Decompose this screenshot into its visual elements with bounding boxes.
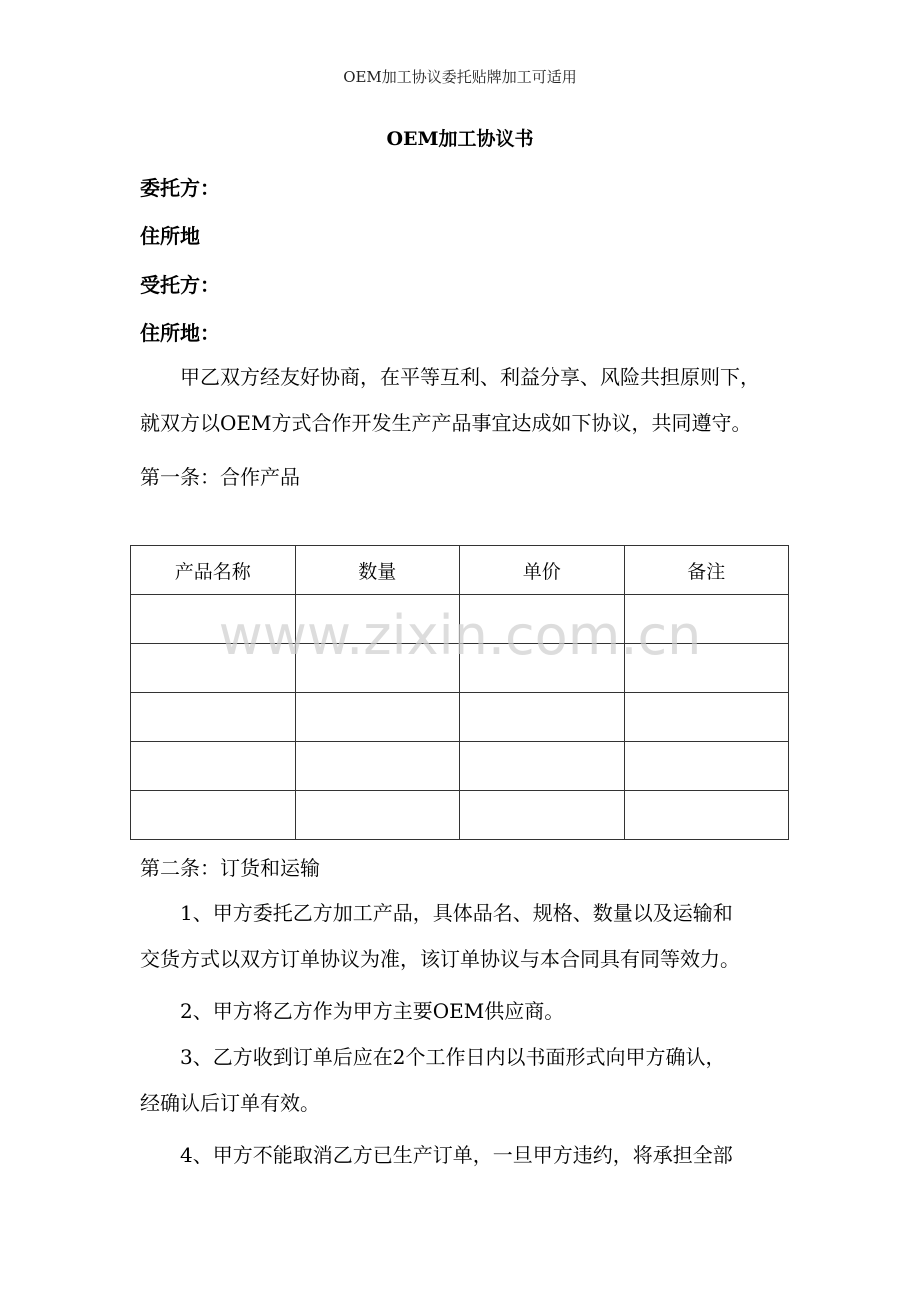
table-cell (131, 742, 296, 791)
table-cell (131, 791, 296, 840)
client-address-label: 住所地 (140, 224, 200, 248)
table-row (131, 742, 789, 791)
table-cell (295, 595, 460, 644)
contractor-address-label: 住所地： (140, 321, 220, 345)
clause-4-line-1: 4、甲方不能取消乙方已生产订单，一旦甲方违约，将承担全部 (180, 1143, 733, 1167)
table-row (131, 644, 789, 693)
table-cell (131, 693, 296, 742)
table-row (131, 595, 789, 644)
column-header-remarks: 备注 (624, 546, 789, 595)
clause-2-line-1: 2、甲方将乙方作为甲方主要OEM供应商。 (180, 999, 565, 1023)
table-cell (460, 791, 625, 840)
column-header-unit-price: 单价 (460, 546, 625, 595)
clause-1-line-1: 1、甲方委托乙方加工产品，具体品名、规格、数量以及运输和 (180, 901, 733, 925)
clause-2 (140, 988, 790, 1034)
client-label: 委托方： (140, 176, 220, 200)
intro-line-1: 甲乙双方经友好协商，在平等互利、利益分享、风险共担原则下， (180, 365, 760, 389)
table-cell (460, 742, 625, 791)
running-header: OEM加工协议委托贴牌加工可适用 (343, 68, 577, 86)
table-row (131, 791, 789, 840)
table-cell (460, 644, 625, 693)
column-header-product-name: 产品名称 (131, 546, 296, 595)
watermark: www.zixin.com.cn (218, 604, 702, 667)
table-cell (295, 742, 460, 791)
table-cell (624, 644, 789, 693)
clause-1-line-2: 交货方式以双方订单协议为准，该订单协议与本合同具有同等效力。 (140, 947, 740, 971)
table-cell (131, 595, 296, 644)
table-cell (295, 791, 460, 840)
table-cell (624, 742, 789, 791)
table-cell (624, 693, 789, 742)
table-cell (295, 693, 460, 742)
clause-4 (140, 1132, 790, 1178)
clause-3-line-1: 3、乙方收到订单后应在2个工作日内以书面形式向甲方确认， (180, 1045, 726, 1069)
article-2-heading: 第二条：订货和运输 (140, 856, 320, 880)
intro-paragraph (140, 354, 790, 446)
article-1-heading: 第一条：合作产品 (140, 465, 300, 489)
intro-line-2: 就双方以OEM方式合作开发生产产品事宜达成如下协议，共同遵守。 (140, 411, 752, 435)
document-title: OEM加工协议书 (386, 128, 534, 150)
table-cell (295, 644, 460, 693)
clause-1 (140, 890, 790, 982)
product-table (130, 545, 789, 840)
table-cell (460, 693, 625, 742)
contractor-label: 受托方： (140, 273, 220, 297)
clause-3-line-2: 经确认后订单有效。 (140, 1091, 320, 1115)
table-cell (624, 791, 789, 840)
table-header-row (131, 546, 789, 595)
table-cell (460, 595, 625, 644)
table-cell (131, 644, 296, 693)
table-row (131, 693, 789, 742)
table-cell (624, 595, 789, 644)
clause-3 (140, 1034, 790, 1126)
column-header-quantity: 数量 (295, 546, 460, 595)
